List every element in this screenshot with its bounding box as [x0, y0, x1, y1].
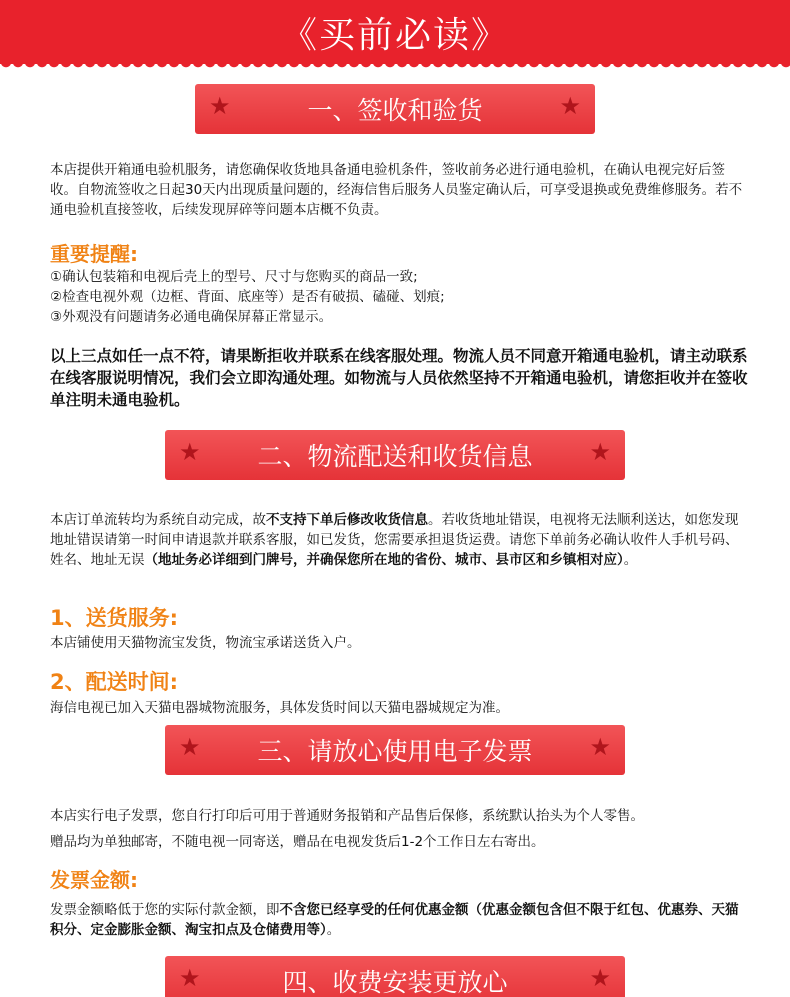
star-icon: ★ [589, 964, 611, 992]
section-ribbon-4 [165, 956, 625, 997]
section-title: 四、收费安装更放心 [282, 968, 508, 997]
star-icon: ★ [589, 438, 611, 466]
s3-text-2: 赠品均为单独邮寄，不随电视一同寄送，赠品在电视发货后1-2个工作日左右寄出。 [50, 834, 545, 850]
s3-text-1: 本店实行电子发票，您自行打印后可用于普通财务报销和产品售后保修，系统默认抬头为个人零售。 [50, 808, 644, 824]
shipping-time-text: 海信电视已加入天猫电器城物流服务，具体发货时间以天猫电器城规定为准。 [50, 700, 509, 716]
list-item: ②检查电视外观（边框、背面、底座等）是否有破损、磕碰、划痕; [50, 289, 445, 305]
star-icon: ★ [179, 733, 201, 761]
section-ribbon-1 [195, 84, 595, 134]
star-icon: ★ [209, 92, 231, 120]
s3-text-3: 发票金额略低于您的实际付款金额，即不含您已经享受的任何优惠金额（优惠金额包含但不限于红包、优惠券、天猫积分、定金膨胀金额、淘宝扣点及仓储费用等）。 [50, 902, 739, 938]
reminder-heading: 重要提醒: [50, 242, 138, 266]
list-item: ③外观没有问题请务必通电确保屏幕正常显示。 [50, 309, 333, 325]
star-icon: ★ [559, 92, 581, 120]
reminder-list [50, 267, 750, 327]
s1-intro: 本店提供开箱通电验机服务，请您确保收货地具备通电验机条件，签收前务必进行通电验机，在确认电视完好后签收。自物流签收之日起30天内出现质量问题的，经海信售后服务人员鉴定确认后，可享受退换或免费维修服务。若不通电验机直接签收，后续发现屏碎等问题本店概不负责。 [50, 162, 743, 218]
delivery-text: 本店铺使用天猫物流宝发货，物流宝承诺送货入户。 [50, 635, 361, 651]
star-icon: ★ [179, 438, 201, 466]
section-title: 三、请放心使用电子发票 [257, 737, 533, 766]
page-title: 《买前必读》 [280, 14, 509, 56]
section-title: 一、签收和验货 [307, 96, 483, 125]
section-title: 二、物流配送和收货信息 [257, 442, 533, 471]
s1-warning: 以上三点如任一点不符，请果断拒收并联系在线客服处理。物流人员不同意开箱通电验机，请主动联系在线客服说明情况，我们会立即沟通处理。如物流与人员依然坚持不开箱通电验机，请您拒收并在签收单注明未通电验机。 [50, 347, 748, 409]
section-ribbon-3 [165, 725, 625, 775]
list-item: ①确认包装箱和电视后壳上的型号、尺寸与您购买的商品一致; [50, 269, 418, 285]
top-banner [0, 0, 790, 64]
s2-intro: 本店订单流转均为系统自动完成，故不支持下单后修改收货信息。若收货地址错误，电视将无法顺利送达，如您发现地址错误请第一时间申请退款并联系客服，如已发货，您需要承担退货运费。请您下单前务必确认收件人手机号码、姓名、地址无误（地址务必详细到门牌号，并确保您所在地的省份、城市、县市区和乡镇相对应）。 [50, 512, 739, 568]
star-icon: ★ [589, 733, 611, 761]
invoice-amount-heading: 发票金额: [50, 868, 138, 892]
section-ribbon-2 [165, 430, 625, 480]
shipping-time-heading: 2、配送时间: [50, 670, 179, 694]
delivery-heading: 1、送货服务: [50, 606, 179, 630]
star-icon: ★ [179, 964, 201, 992]
